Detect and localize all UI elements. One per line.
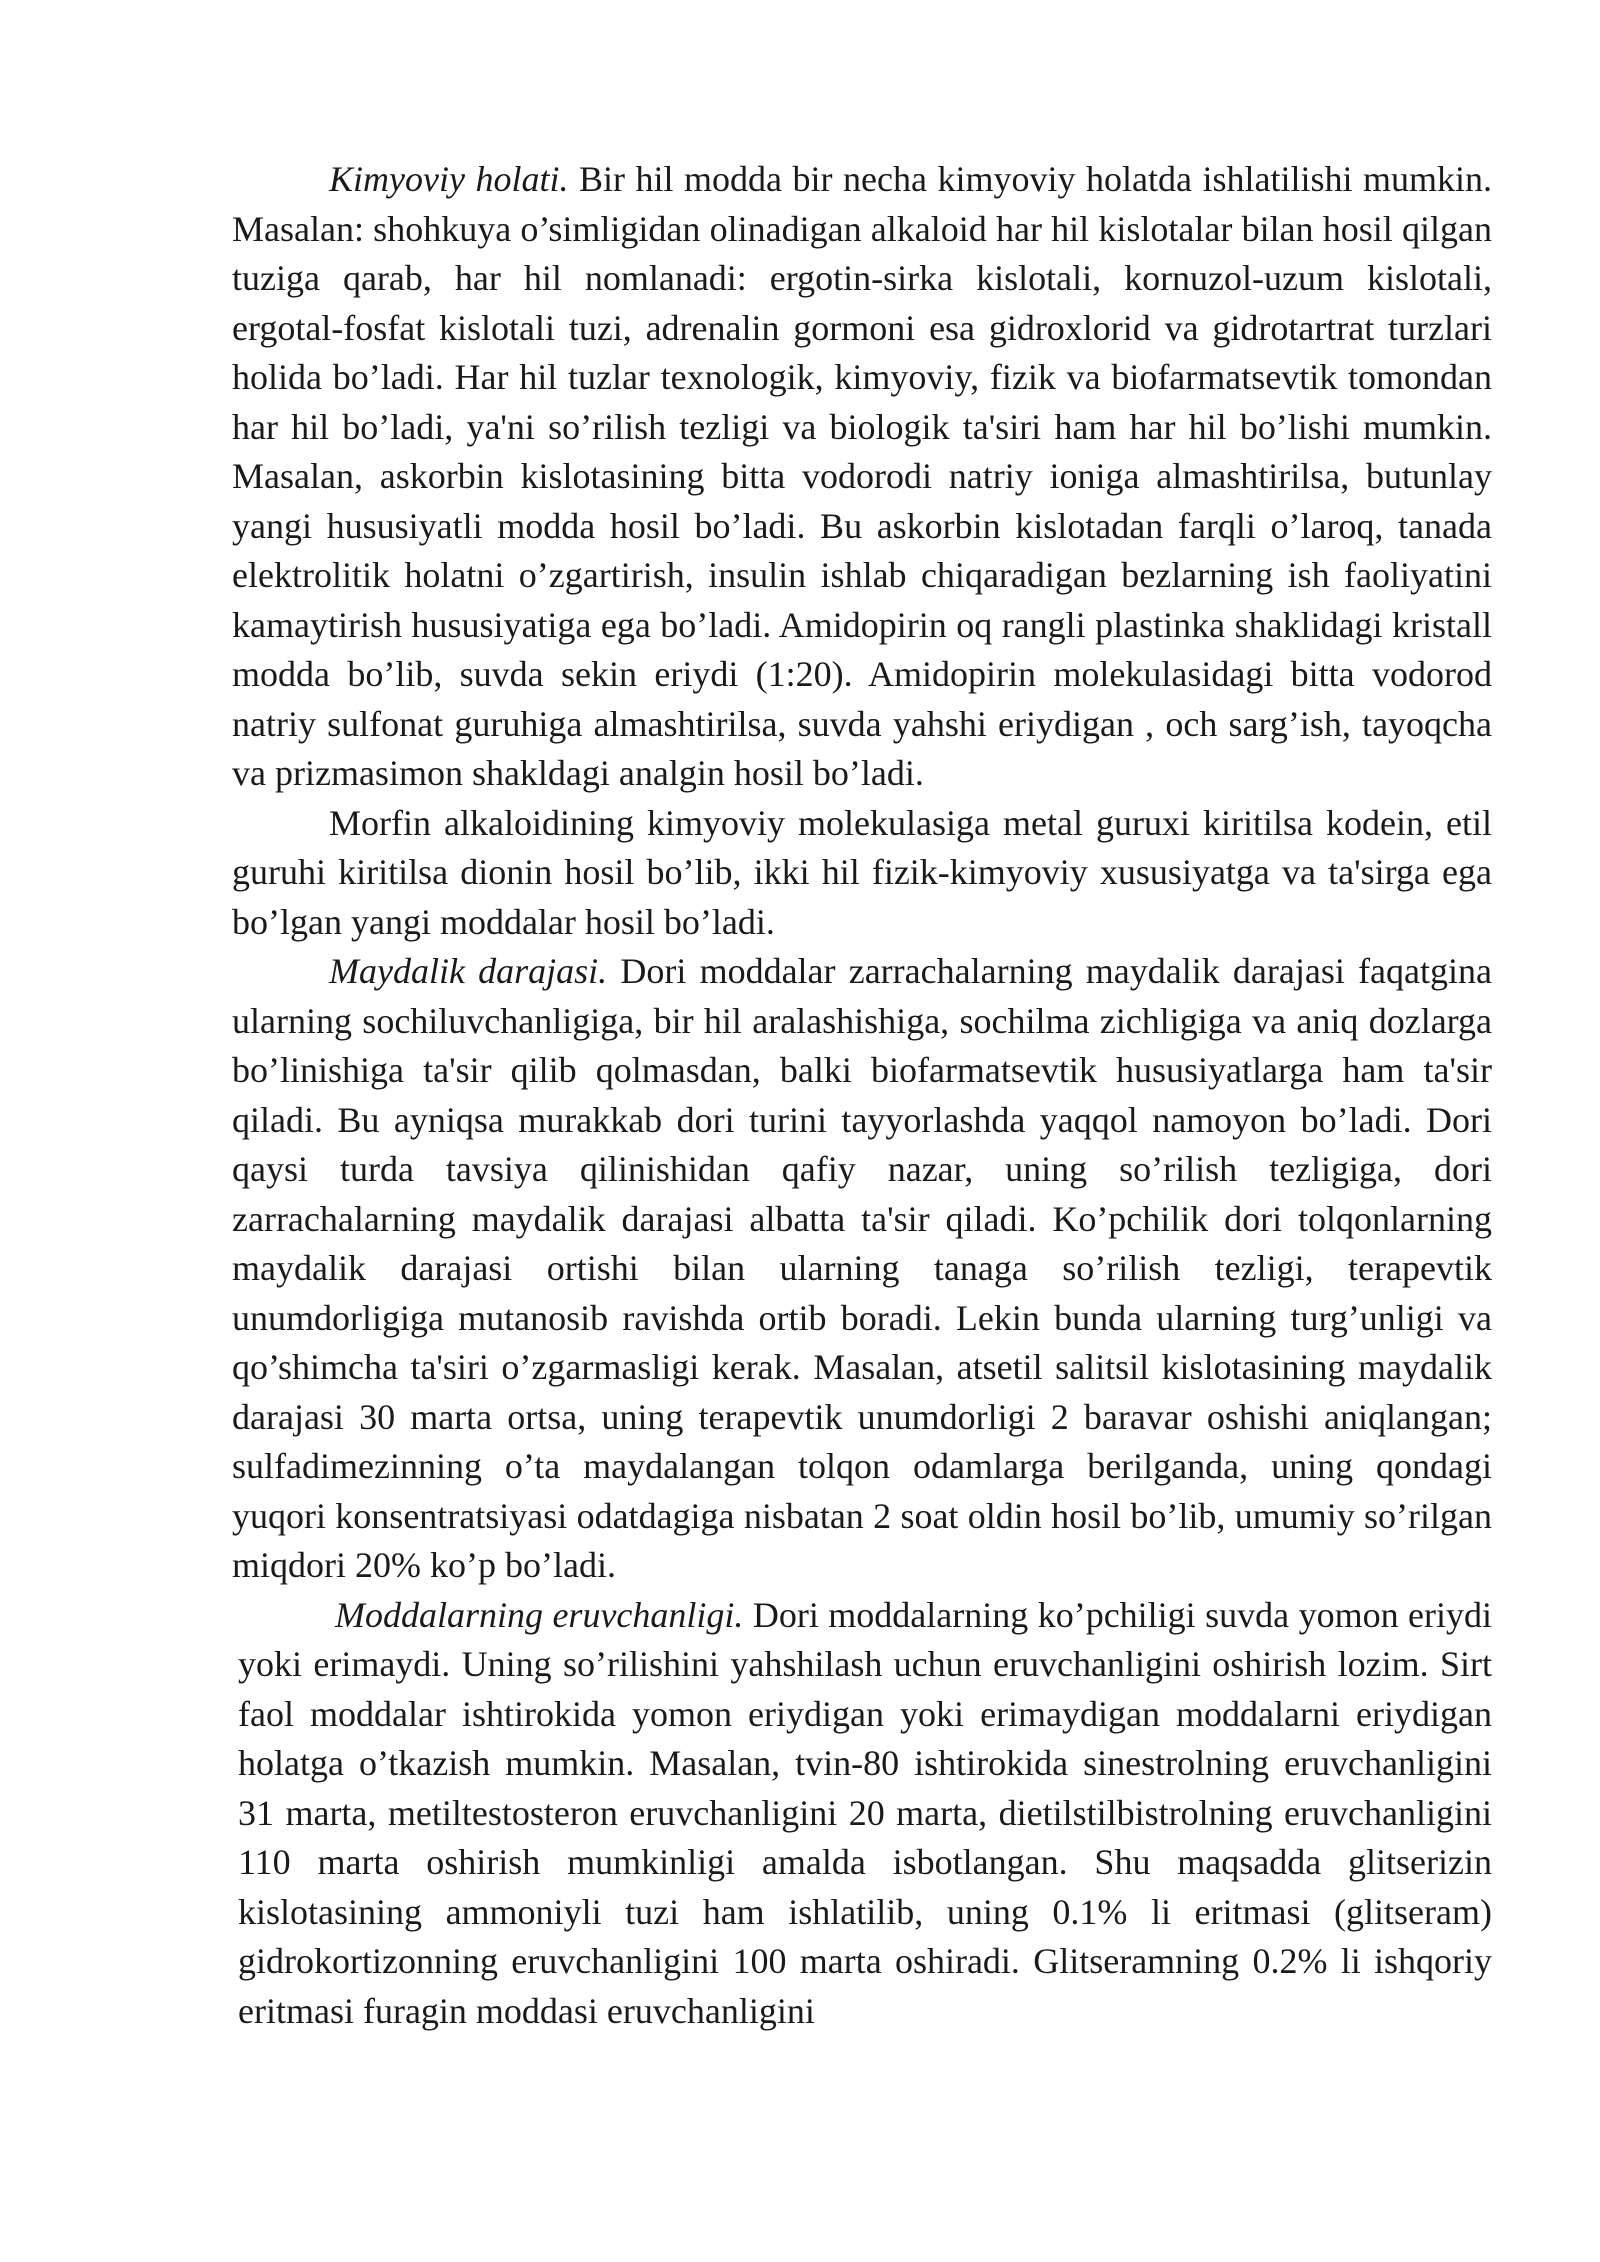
paragraph-heading: Maydalik darajasi.	[329, 951, 608, 991]
paragraph-text: Dori moddalar zarrachalarning maydalik darajasi faqatgina ularning sochiluvchanligiga, bir hil aralashishiga, sochilma zichligiga va aniq dozlarga bo’linishiga ta'sir qilib qolmasdan, balki biofarmatsevtik hususiyatlarga ham ta'sir qiladi. Bu ayniqsa murakkab dori turini tayyorlashda yaqqol namoyon bo’ladi. Dori qaysi turda tavsiya qilinishidan qafiy nazar, uning so’rilish tezligiga, dori zarrachalarning maydalik darajasi albatta ta'sir qiladi. Ko’pchilik dori tolqonlarning maydalik darajasi ortishi bilan ularning tanaga so’rilish tezligi, terapevtik unumdorligiga mutanosib ravishda ortib boradi. Lekin bunda ularning turg’unligi va qo’shimcha ta'siri o’zgarmasligi kerak. Masalan, atsetil salitsil kislotasining maydalik darajasi 30 marta ortsa, uning terapevtik unumdorligi 2 baravar oshishi aniqlangan; sulfadimezinning o’ta maydalangan tolqon odamlarga berilganda, uning qondagi yuqori konsentratsiyasi odatdagiga nisbatan 2 soat oldin hosil bo’lib, umumiy so’rilgan miqdori 20% ko’p bo’ladi.	[232, 951, 1492, 1585]
paragraph-morphine	[232, 799, 1492, 948]
paragraph-heading: Moddalarning eruvchanligi.	[335, 1594, 744, 1635]
paragraph-solubility	[232, 1591, 1492, 2037]
paragraph-text: Bir hil modda bir necha kimyoviy holatda ishlatilishi mumkin. Masalan: shohkuya o’simligidan olinadigan alkaloid har hil kislotalar bilan hosil qilgan tuziga qarab, har hil nomlanadi: ergotin-sirka kislotali, kornuzol-uzum kislotali, ergotal-fosfat kislotali tuzi, adrenalin gormoni esa gidroxlorid va gidrotartrat turzlari holida bo’ladi. Har hil tuzlar texnologik, kimyoviy, fizik va biofarmatsevtik tomondan har hil bo’ladi, ya'ni so’rilish tezligi va biologik ta'siri ham har hil bo’lishi mumkin. Masalan, askorbin kislotasining bitta vodorodi natriy ioniga almashtirilsa, butunlay yangi hususiyatli modda hosil bo’ladi. Bu askorbin kislotadan farqli o’laroq, tanada elektrolitik holatni o’zgartirish, insulin ishlab chiqaradigan bezlarning ish faoliyatini kamaytirish hususiyatiga ega bo’ladi. Amidopirin oq rangli plastinka shaklidagi kristall modda bo’lib, suvda sekin eriydi (1:20). Amidopirin molekulasidagi bitta vodorod natriy sulfonat guruhiga almashtirilsa, suvda yahshi eriydigan , och sarg’ish, tayoqcha va prizmasimon shakldagi analgin hosil bo’ladi.	[232, 159, 1492, 793]
paragraph-heading: Kimyoviy holati.	[329, 159, 569, 199]
paragraph-text: Morfin alkaloidining kimyoviy molekulasiga metal guruxi kiritilsa kodein, etil guruhi kiritilsa dionin hosil bo’lib, ikki hil fizik-kimyoviy xususiyatga va ta'sirga ega bo’lgan yangi moddalar hosil bo’ladi.	[232, 802, 1492, 942]
paragraph-text: Dori moddalarning ko’pchiligi suvda yomon eriydi yoki erimaydi. Uning so’rilishini yahshilash uchun eruvchanligini oshirish lozim. Sirt faol moddalar ishtirokida yomon eriydigan yoki erimaydigan moddalarni eriydigan holatga o’tkazish mumkin. Masalan, tvin-80 ishtirokida sinestrolning eruvchanligini 31 marta, metiltestosteron eruvchanligini 20 marta, dietilstilbistrolning eruvchanligini 110 marta oshirish mumkinligi amalda isbotlangan. Shu maqsadda glitserizin kislotasining ammoniyli tuzi ham ishlatilib, uning 0.1% li eritmasi (glitseram) gidrokortizonning eruvchanligini 100 marta oshiradi. Glitseramning 0.2% li ishqoriy eritmasi furagin moddasi eruvchanligini	[238, 1594, 1492, 2031]
document-page	[232, 155, 1492, 2036]
paragraph-chemical-state	[232, 155, 1492, 799]
paragraph-particle-size	[232, 947, 1492, 1591]
